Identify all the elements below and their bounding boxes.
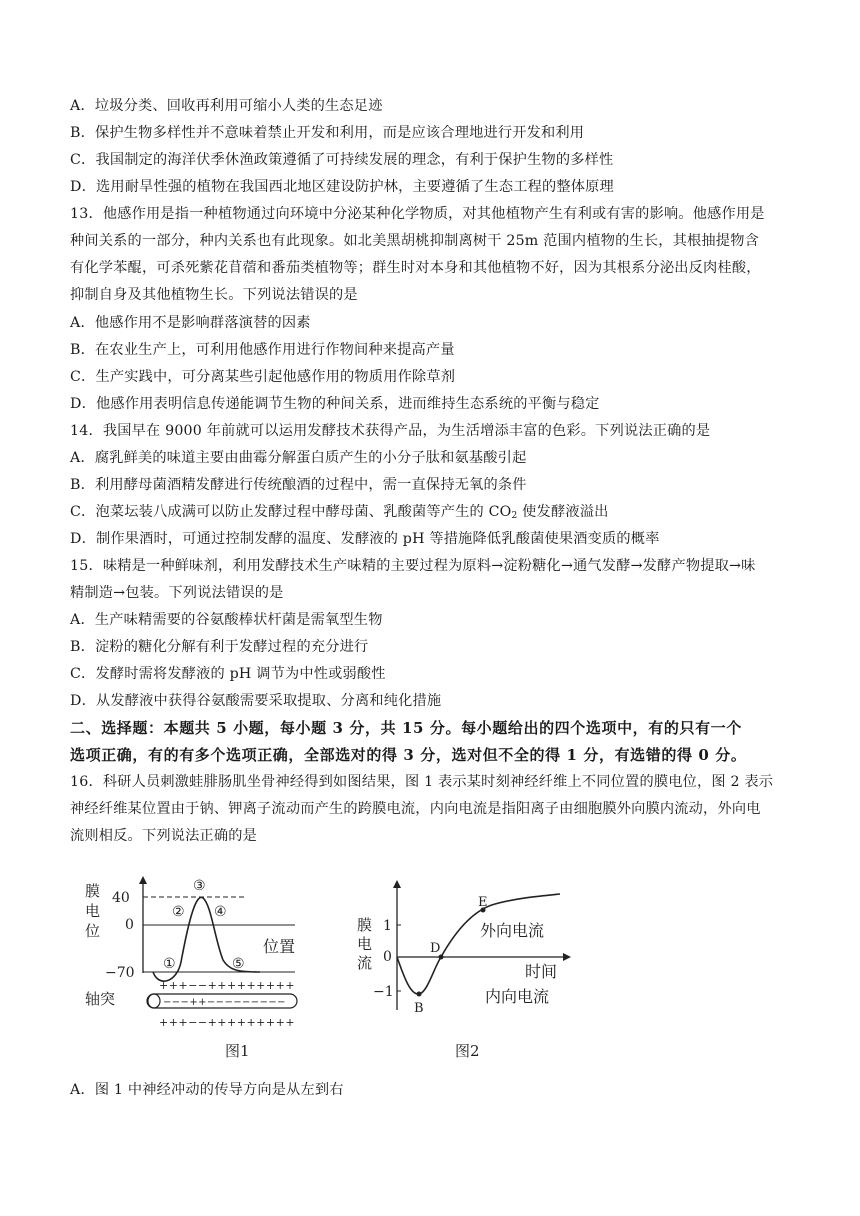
fig1-point-1: ① — [163, 956, 176, 972]
figure-1-membrane-potential — [85, 870, 335, 1065]
text-line-content: B．利用酵母菌酒精发酵进行传统酿酒的过程中，需一直保持无氧的条件 — [70, 477, 527, 493]
fig1-tick-0: 0 — [125, 917, 134, 933]
text-line — [70, 529, 800, 549]
text-line-content: 16．科研人员刺激蛙腓肠肌坐骨神经得到如图结果，图 1 表示某时刻神经纤维上不同位置的膜电位，图 2 表示 — [70, 774, 774, 790]
text-line — [70, 799, 800, 819]
fig1-ylabel-2: 位 — [85, 922, 101, 940]
fig2-point-D: D — [430, 941, 441, 956]
text-line-content: 二、选择题：本题共 5 小题，每小题 3 分，共 15 分。每小题给出的四个选项中，有的只有一个 — [70, 719, 742, 737]
text-line-content: 选项正确，有的有多个选项正确，全部选对的得 3 分，选对但不全的得 1 分，有选错的得 0 分。 — [70, 746, 747, 764]
fig1-point-2: ② — [172, 904, 185, 920]
text-line-content: C．泡菜坛装八成满可以防止发酵过程中酵母菌、乳酸菌等产生的 CO — [70, 504, 512, 520]
text-line-content: 神经纤维某位置由于钠、钾离子流动而产生的跨膜电流，内向电流是指阳离子由细胞膜外向膜内流动，外向电 — [70, 801, 761, 817]
text-line — [70, 258, 800, 278]
subscript: 2 — [511, 511, 518, 521]
fig2-point-E: E — [478, 895, 488, 910]
text-line — [70, 583, 800, 603]
text-line-content: A．垃圾分类、回收再利用可缩小人类的生态足迹 — [70, 98, 383, 114]
text-line — [70, 231, 800, 251]
text-line-content: 有化学苯醌，可杀死紫花苜蓿和番茄类植物等；群生时对本身和其他植物不好，因为其根系分泌出反肉桂酸， — [70, 260, 761, 276]
text-line — [70, 718, 800, 738]
text-line-content: D．从发酵液中获得谷氨酸需要采取提取、分离和纯化措施 — [70, 693, 442, 709]
text-line — [70, 664, 800, 684]
text-line — [70, 502, 800, 526]
text-line — [70, 96, 800, 116]
fig2-outward-label: 外向电流 — [480, 921, 545, 940]
text-line — [70, 340, 800, 360]
fig1-axon-inner: −−−++−−−−−−−−− — [163, 997, 286, 1008]
text-line — [70, 745, 800, 765]
text-line — [70, 691, 800, 711]
fig1-tick-neg70: −70 — [105, 965, 135, 981]
text-line-content: B．保护生物多样性并不意味着禁止开发和利用，而是应该合理地进行开发和利用 — [70, 125, 585, 141]
text-line-content: 15．味精是一种鲜味剂，利用发酵技术生产味精的主要过程为原料→淀粉糖化→通气发酵→发酵产物提取→味 — [70, 558, 756, 574]
fig2-tick-neg1: −1 — [373, 984, 394, 1000]
text-line — [70, 177, 800, 197]
text-line — [70, 637, 800, 657]
text-line — [70, 285, 800, 305]
text-line — [70, 826, 800, 846]
text-line — [70, 421, 800, 441]
text-line — [70, 556, 800, 576]
text-line-content: 13．他感作用是指一种植物通过向环境中分泌某种化学物质，对其他植物产生有利或有害的影响。他感作用是 — [70, 206, 765, 222]
fig1-axon-label: 轴突 — [85, 990, 116, 1008]
fig2-point-B: B — [414, 1001, 424, 1016]
fig1-axon-bottom: +++−−+++++++++ — [159, 1016, 296, 1029]
text-line-content: B．在农业生产上，可利用他感作用进行作物间种来提高产量 — [70, 342, 455, 358]
text-line — [70, 367, 800, 387]
text-line-content: C．我国制定的海洋伏季休渔政策遵循了可持续发展的理念，有利于保护生物的多样性 — [70, 152, 614, 168]
fig2-tick-0: 0 — [383, 949, 392, 965]
text-line — [70, 313, 800, 333]
fig2-ylabel-2: 流 — [357, 954, 373, 972]
fig2-caption: 图2 — [455, 1042, 480, 1060]
text-line-content: 抑制自身及其他植物生长。下列说法错误的是 — [70, 287, 358, 303]
text-line-content: B．淀粉的糖化分解有利于发酵过程的充分进行 — [70, 639, 369, 655]
fig1-tick-40: 40 — [112, 890, 130, 906]
text-line — [70, 150, 800, 170]
fig1-point-3: ③ — [193, 878, 206, 894]
text-line — [70, 610, 800, 630]
figure-2-membrane-current — [355, 870, 615, 1065]
text-line — [70, 1080, 800, 1100]
fig2-tick-1: 1 — [383, 918, 392, 934]
text-line-content: D．选用耐旱性强的植物在我国西北地区建设防护林，主要遵循了生态工程的整体原理 — [70, 179, 614, 195]
text-line-content: C．发酵时需将发酵液的 pH 调节为中性或弱酸性 — [70, 666, 386, 682]
text-line — [70, 448, 800, 468]
fig2-ylabel-1: 电 — [357, 935, 373, 953]
fig1-point-4: ④ — [214, 904, 227, 920]
text-line-content: A．他感作用不是影响群落演替的因素 — [70, 315, 311, 331]
text-line-content: D．他感作用表明信息传递能调节生物的种间关系，进而维持生态系统的平衡与稳定 — [70, 396, 600, 412]
text-line-content: A．图 1 中神经冲动的传导方向是从左到右 — [70, 1082, 344, 1098]
text-line-content: 14．我国早在 9000 年前就可以运用发酵技术获得产品，为生活增添丰富的色彩。下列说法正确的是 — [70, 423, 711, 439]
fig1-ylabel-1: 电 — [85, 902, 101, 920]
text-line — [70, 123, 800, 143]
fig1-axon-top: +++−−+++++++++ — [159, 979, 296, 992]
text-line-content: 种间关系的一部分，种内关系也有此现象。如北美黑胡桃抑制离树干 25m 范围内植物的生长，其根抽提物含 — [70, 233, 759, 249]
fig1-point-5: ⑤ — [232, 956, 245, 972]
text-line — [70, 772, 800, 792]
text-line-content: A．生产味精需要的谷氨酸棒状杆菌是需氧型生物 — [70, 612, 383, 628]
fig2-inward-label: 内向电流 — [485, 987, 550, 1006]
fig1-ylabel-0: 膜 — [85, 882, 101, 900]
text-line-content: 精制造→包装。下列说法错误的是 — [70, 585, 284, 601]
text-line-content: 流则相反。下列说法正确的是 — [70, 828, 258, 844]
fig1-caption: 图1 — [225, 1042, 250, 1060]
text-line — [70, 204, 800, 224]
text-line — [70, 394, 800, 414]
text-line-content: A．腐乳鲜美的味道主要由曲霉分解蛋白质产生的小分子肽和氨基酸引起 — [70, 450, 527, 466]
fig1-xlabel: 位置 — [263, 937, 296, 956]
text-line — [70, 475, 800, 495]
text-line-content: D．制作果酒时，可通过控制发酵的温度、发酵液的 pH 等措施降低乳酸菌使果酒变质的概率 — [70, 531, 660, 547]
fig2-xlabel: 时间 — [525, 962, 558, 981]
text-line-content-rest: 使发酵液溢出 — [517, 504, 609, 520]
text-line-content: C．生产实践中，可分离某些引起他感作用的物质用作除草剂 — [70, 369, 456, 385]
fig2-ylabel-0: 膜 — [357, 916, 373, 934]
